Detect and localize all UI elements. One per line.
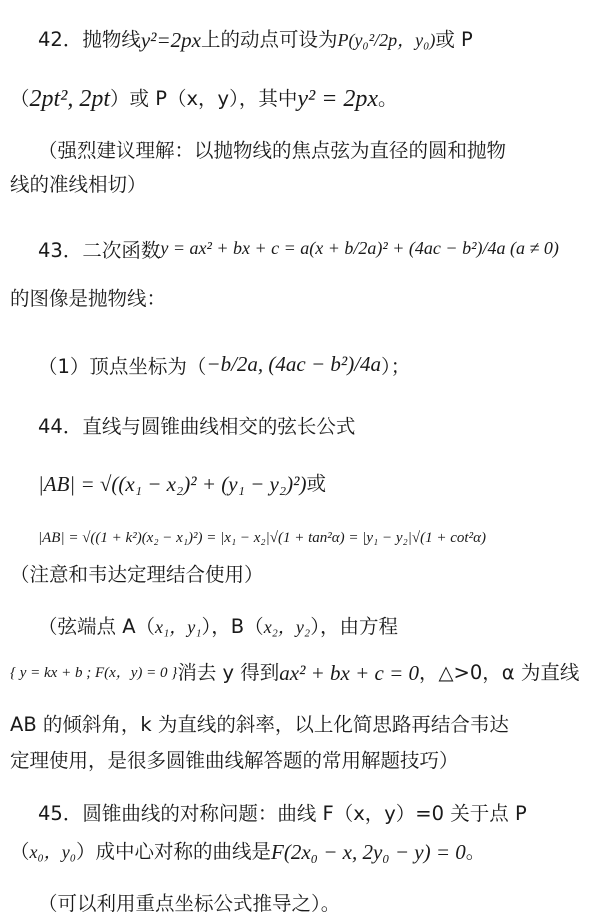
text-segment: 44．直线与圆锥曲线相交的弦长公式 (38, 415, 356, 438)
text-segment: （可以利用重点坐标公式推导之）。 (38, 892, 341, 915)
explanation-line-1 (10, 711, 509, 739)
text-segment: （强烈建议理解：以抛物线的焦点弦为直径的圆和抛物 (38, 139, 507, 162)
text-segment: （弦端点 A（ (38, 615, 156, 638)
vertex-coordinates: −b/2a, (4ac − b²)/4a (206, 352, 382, 376)
chord-endpoints-line (38, 613, 398, 641)
text-segment: 或 (306, 472, 326, 495)
item-45-note (38, 890, 340, 918)
item-42-note-line-2 (10, 171, 147, 199)
chord-length-formula-2 (38, 524, 486, 552)
vieta-note (10, 561, 264, 589)
item-42-line-1 (38, 26, 473, 54)
text-segment: 定理使用，是很多圆锥曲线解答题的常用解题技巧） (10, 749, 459, 772)
text-segment: 42．抛物线 (38, 28, 141, 51)
item-42-line-2 (10, 85, 398, 113)
text-segment: ），B（ (201, 615, 264, 638)
parabola-equation: y²=2px (140, 28, 201, 52)
point-a-coordinates: x₁，y₁ (155, 617, 202, 637)
explanation-line-2 (10, 747, 459, 775)
chord-length-formula-1 (38, 470, 326, 498)
text-segment: （ (10, 840, 30, 863)
center-point-coordinates: x₀，y₀ (29, 842, 77, 862)
chord-length-formula: |AB| = √((x₁ − x₂)² + (y₁ − y₂)²) (38, 472, 307, 496)
text-segment: 上的动点可设为 (200, 28, 338, 51)
text-segment: （ (10, 87, 30, 110)
text-segment: 的图像是抛物线： (10, 287, 167, 310)
point-b-coordinates: x₂，y₂ (263, 617, 311, 637)
item-43-line-1 (38, 237, 559, 265)
text-segment: 43．二次函数 (38, 239, 161, 262)
elimination-line (10, 659, 579, 687)
text-segment: （1）顶点坐标为（ (38, 355, 207, 378)
point-parametrization: P(y₀²/2p，y₀) (337, 30, 436, 50)
item-44-heading (38, 413, 355, 441)
text-segment: ）； (381, 355, 411, 378)
item-43-line-2 (10, 285, 166, 313)
equation-system: { y = kx + b ; F(x，y) = 0 } (10, 665, 178, 681)
text-segment: 或 P (435, 28, 473, 51)
item-45-line-2 (10, 838, 485, 866)
quadratic-equation: ax² + bx + c = 0 (279, 661, 420, 685)
text-segment: ）成中心对称的曲线是 (76, 840, 272, 863)
item-45-line-1 (38, 800, 527, 828)
item-43-vertex-line (38, 353, 410, 381)
text-segment: AB 的倾斜角，k 为直线的斜率，以上化简思路再结合韦达 (10, 713, 509, 736)
item-42-note-line-1 (38, 137, 506, 165)
chord-length-formula-expanded: |AB| = √((1 + k²)(x₂ − x₁)²) = |x₁ − x₂|√(1 + tan²α) = |y₁ − y₂|√(1 + cot²α) (38, 530, 486, 546)
text-segment: 。 (378, 87, 398, 110)
text-segment: 。 (465, 840, 486, 863)
text-segment: 消去 y 得到 (177, 661, 280, 684)
text-segment: ，△>0，α 为直线 (419, 661, 580, 684)
parabola-equation: y² = 2px (297, 86, 379, 112)
text-segment: 45．圆锥曲线的对称问题：曲线 F（x，y）=0 关于点 P (38, 802, 527, 825)
text-segment: ）或 P（x，y），其中 (110, 87, 298, 110)
quadratic-vertex-form: y = ax² + bx + c = a(x + b/2a)² + (4ac − b²)/4a (a ≠ 0) (160, 238, 559, 258)
text-segment: 线的准线相切） (10, 173, 147, 196)
parametric-point: 2pt², 2pt (29, 86, 111, 112)
text-segment: ），由方程 (310, 615, 398, 638)
symmetric-curve-equation: F(2x₀ − x, 2y₀ − y) = 0 (271, 840, 466, 864)
text-segment: （注意和韦达定理结合使用） (10, 563, 264, 586)
